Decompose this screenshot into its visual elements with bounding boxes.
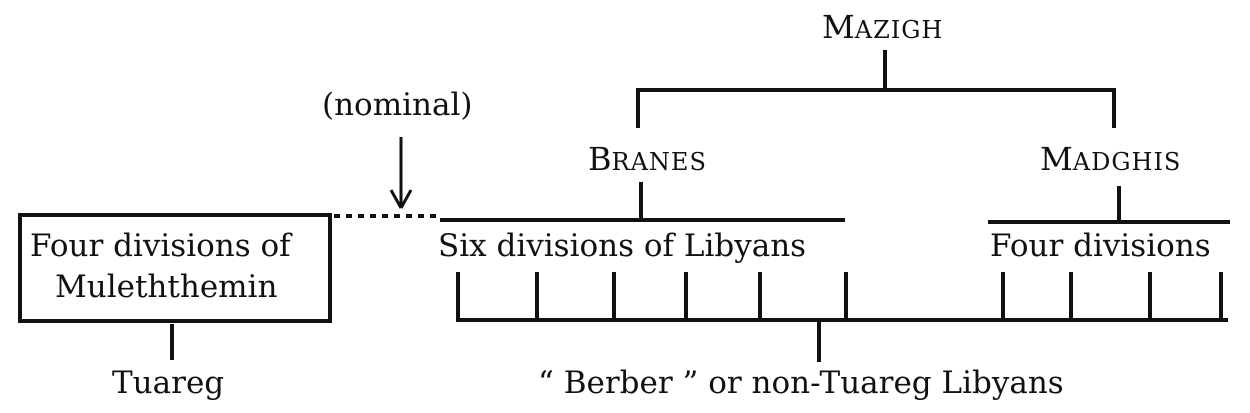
madghis-label bbox=[1040, 140, 1181, 178]
branes-rest: RANES bbox=[611, 148, 707, 176]
nominal-annotation: (nominal) bbox=[322, 87, 473, 123]
madghis-initial: M bbox=[1040, 140, 1073, 178]
root-label bbox=[822, 8, 943, 46]
root-initial: M bbox=[822, 8, 855, 46]
muleththemin-line1: Four divisions of bbox=[30, 228, 291, 264]
muleththemin-line2: Muleththemin bbox=[55, 269, 278, 305]
branes-divisions-label: Six divisions of Libyans bbox=[438, 228, 807, 264]
madghis-divisions-label: Four divisions bbox=[990, 228, 1211, 264]
berber-label: “ Berber ” or non-Tuareg Libyans bbox=[538, 365, 1064, 401]
branes-division-ticks bbox=[458, 272, 846, 318]
branes-initial: B bbox=[588, 140, 612, 178]
tuareg-label: Tuareg bbox=[112, 365, 225, 401]
branes-label bbox=[588, 140, 707, 178]
root-rest: AZIGH bbox=[854, 16, 944, 44]
madghis-division-ticks bbox=[1003, 272, 1221, 318]
madghis-rest: ADGHIS bbox=[1072, 148, 1182, 176]
